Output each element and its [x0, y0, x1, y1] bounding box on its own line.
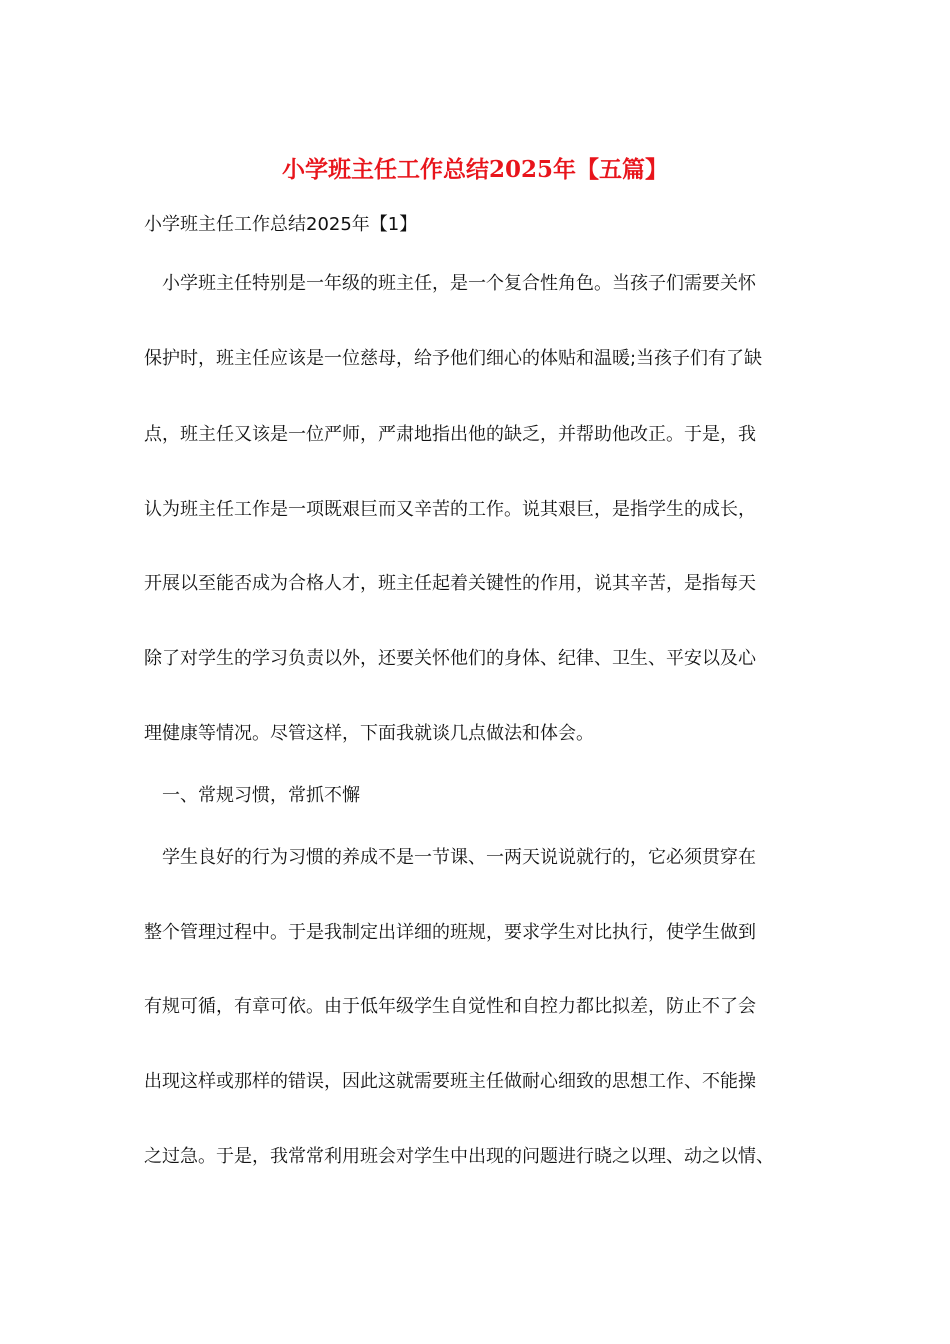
paragraph-line: 开展以至能否成为合格人才，班主任起着关键性的作用，说其辛苦，是指每天 — [144, 573, 756, 594]
paragraph-line: 保护时，班主任应该是一位慈母，给予他们细心的体贴和温暖;当孩子们有了缺 — [144, 348, 763, 369]
paragraph-line: 除了对学生的学习负责以外，还要关怀他们的身体、纪律、卫生、平安以及心 — [144, 648, 756, 669]
paragraph-line: 点，班主任又该是一位严师，严肃地指出他的缺乏，并帮助他改正。于是，我 — [144, 424, 756, 445]
paragraph-line: 有规可循，有章可依。由于低年级学生自觉性和自控力都比拟差，防止不了会 — [144, 996, 756, 1017]
paragraph-line: 之过急。于是，我常常利用班会对学生中出现的问题进行晓之以理、动之以情、 — [144, 1146, 774, 1167]
section-heading: 一、常规习惯，常抓不懈 — [162, 785, 360, 806]
paragraph-line: 学生良好的行为习惯的养成不是一节课、一两天说说就行的，它必须贯穿在 — [162, 847, 756, 868]
section-subtitle: 小学班主任工作总结2025年【1】 — [144, 214, 418, 235]
paragraph-line: 出现这样或那样的错误，因此这就需要班主任做耐心细致的思想工作、不能操 — [144, 1071, 756, 1092]
document-title: 小学班主任工作总结2025年【五篇】 — [281, 156, 668, 183]
paragraph-line: 小学班主任特别是一年级的班主任，是一个复合性角色。当孩子们需要关怀 — [162, 273, 756, 294]
paragraph-line: 认为班主任工作是一项既艰巨而又辛苦的工作。说其艰巨，是指学生的成长， — [144, 499, 756, 520]
paragraph-line: 整个管理过程中。于是我制定出详细的班规，要求学生对比执行，使学生做到 — [144, 922, 756, 943]
paragraph-line: 理健康等情况。尽管这样，下面我就谈几点做法和体会。 — [144, 723, 594, 744]
